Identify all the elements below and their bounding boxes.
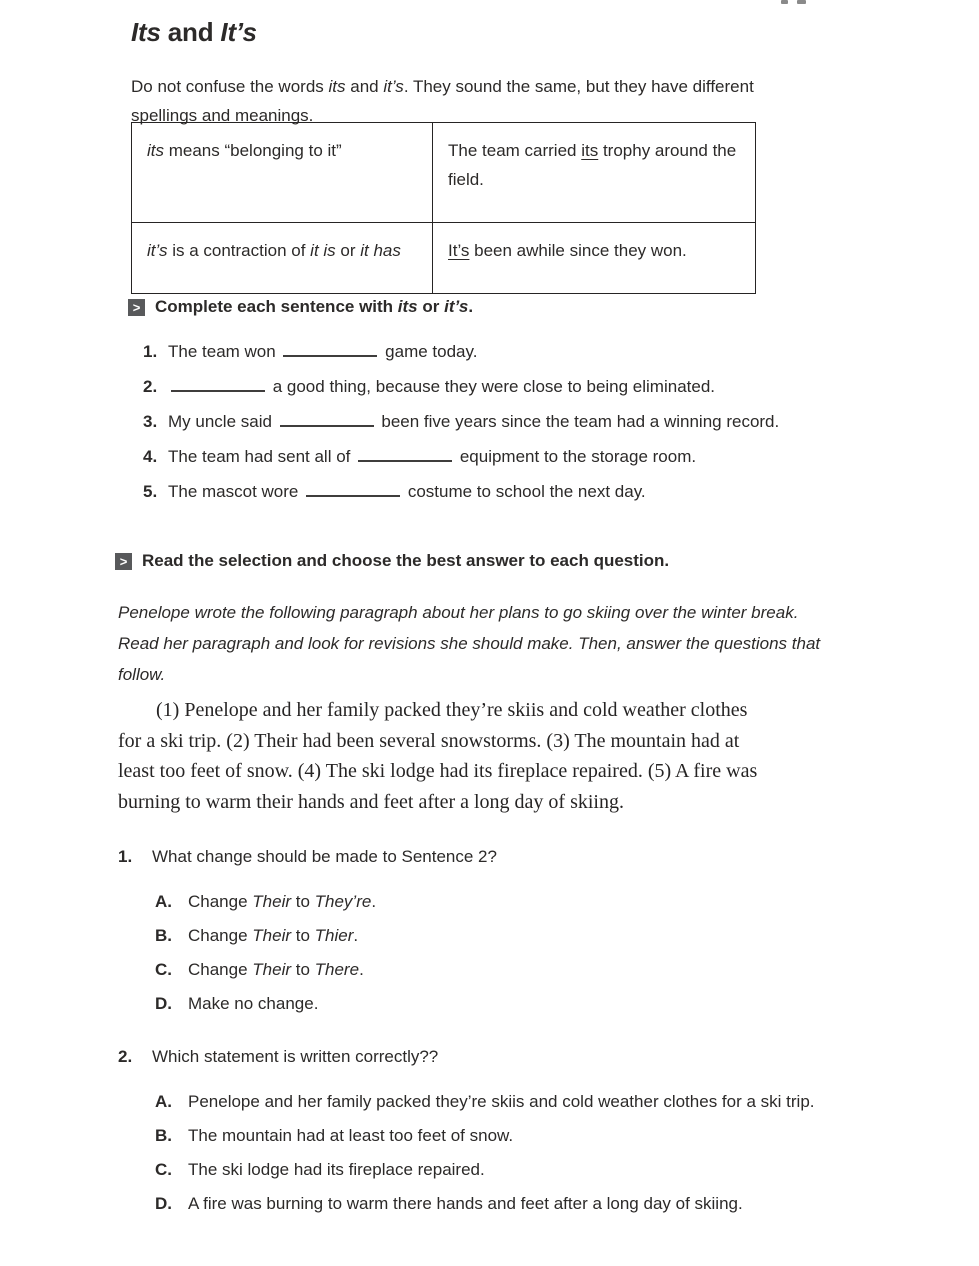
question-1 [118, 842, 918, 1023]
options-list [155, 887, 918, 1019]
option-row [155, 921, 918, 951]
exercise-item [143, 341, 923, 363]
passage-line: (1) Penelope and her family packed they’re skiis and cold weather clothes [156, 699, 748, 721]
passage-line: least too feet of snow. (4) The ski lodge had its fireplace repaired. (5) A fire was [118, 760, 758, 782]
answer-blank [283, 341, 377, 357]
question-text: What change should be made to Sentence 2? [152, 847, 497, 866]
passage-line: for a ski trip. (2) Their had been several snowstorms. (3) The mountain had at [118, 729, 740, 752]
question-line [118, 1042, 918, 1072]
options-list [155, 1087, 918, 1219]
question-2 [118, 1042, 918, 1223]
item-number: 4. [143, 447, 158, 466]
item-number: 5. [143, 482, 158, 501]
exercise1-header [128, 297, 473, 317]
option-letter: A. [155, 1092, 172, 1111]
page-edge-artifact [781, 0, 788, 4]
option-text: Change Their to They’re. [188, 892, 377, 911]
option-text: Make no change. [188, 994, 319, 1013]
page-title: Its and It’s [131, 17, 257, 48]
option-row [155, 989, 918, 1019]
passage-line: burning to warm their hands and feet after a long day of skiing. [118, 790, 624, 813]
exercise-item [143, 376, 923, 398]
item-text: The mascot wore costume to school the next day. [168, 482, 646, 501]
definition-cell: its means “belonging to it” [132, 123, 433, 223]
option-letter: D. [155, 994, 172, 1013]
option-letter: D. [155, 1194, 172, 1213]
item-number: 3. [143, 412, 158, 431]
option-text: Change Their to There. [188, 960, 364, 979]
option-letter: B. [155, 926, 172, 945]
option-letter: C. [155, 960, 172, 979]
option-row [155, 1155, 918, 1185]
option-row [155, 1087, 918, 1117]
option-text: The ski lodge had its fireplace repaired. [188, 1160, 485, 1179]
exercise2-header [115, 551, 669, 571]
option-letter: B. [155, 1126, 172, 1145]
question-text: Which statement is written correctly?? [152, 1047, 439, 1066]
item-number: 1. [143, 342, 158, 361]
item-text: My uncle said been five years since the team had a winning record. [168, 412, 780, 431]
example-cell: The team carried its trophy around the field. [433, 123, 756, 223]
passage-preamble: Penelope wrote the following paragraph about her plans to go skiing over the winter break. Read her paragraph and look for revisions she should make. Then, answer the questions that follow. [118, 603, 821, 684]
exercise-item [143, 446, 923, 468]
definition-cell: it’s is a contraction of it is or it has [132, 223, 433, 294]
intro-paragraph: Do not confuse the words its and it’s. They sound the same, but they have different spellings and meanings. [131, 77, 754, 125]
chevron-right-icon: > [128, 299, 145, 316]
item-text: a good thing, because they were close to being eliminated. [168, 376, 715, 398]
option-letter: C. [155, 1160, 172, 1179]
question-number: 2. [118, 1047, 133, 1066]
exercise-item [143, 481, 923, 503]
table-row [132, 123, 756, 223]
definition-table [131, 122, 756, 294]
option-row [155, 887, 918, 917]
option-text: Penelope and her family packed they’re skiis and cold weather clothes for a ski trip. [188, 1092, 815, 1111]
answer-blank [171, 376, 265, 392]
item-text: The team won game today. [168, 342, 478, 361]
exercise1-instruction: Complete each sentence with its or it’s. [155, 297, 474, 316]
question-line [118, 842, 918, 872]
question-number: 1. [118, 847, 133, 866]
option-text: Change Their to Thier. [188, 926, 359, 945]
answer-blank [280, 411, 374, 427]
option-row [155, 955, 918, 985]
item-number: 2. [143, 377, 158, 396]
option-row [155, 1189, 918, 1219]
option-letter: A. [155, 892, 172, 911]
answer-blank [306, 481, 400, 497]
option-text: The mountain had at least too feet of snow. [188, 1126, 514, 1145]
option-row [155, 1121, 918, 1151]
exercise1-items [143, 341, 923, 516]
example-cell: It’s been awhile since they won. [433, 223, 756, 294]
exercise-item [143, 411, 923, 433]
chevron-right-icon: > [115, 553, 132, 570]
answer-blank [358, 446, 452, 462]
exercise2-instruction: Read the selection and choose the best answer to each question. [142, 551, 670, 570]
page-edge-artifact [797, 0, 806, 4]
option-text: A fire was burning to warm there hands and feet after a long day of skiing. [188, 1194, 743, 1213]
item-text: The team had sent all of equipment to the storage room. [168, 447, 697, 466]
table-row [132, 223, 756, 294]
reading-passage [118, 695, 844, 817]
